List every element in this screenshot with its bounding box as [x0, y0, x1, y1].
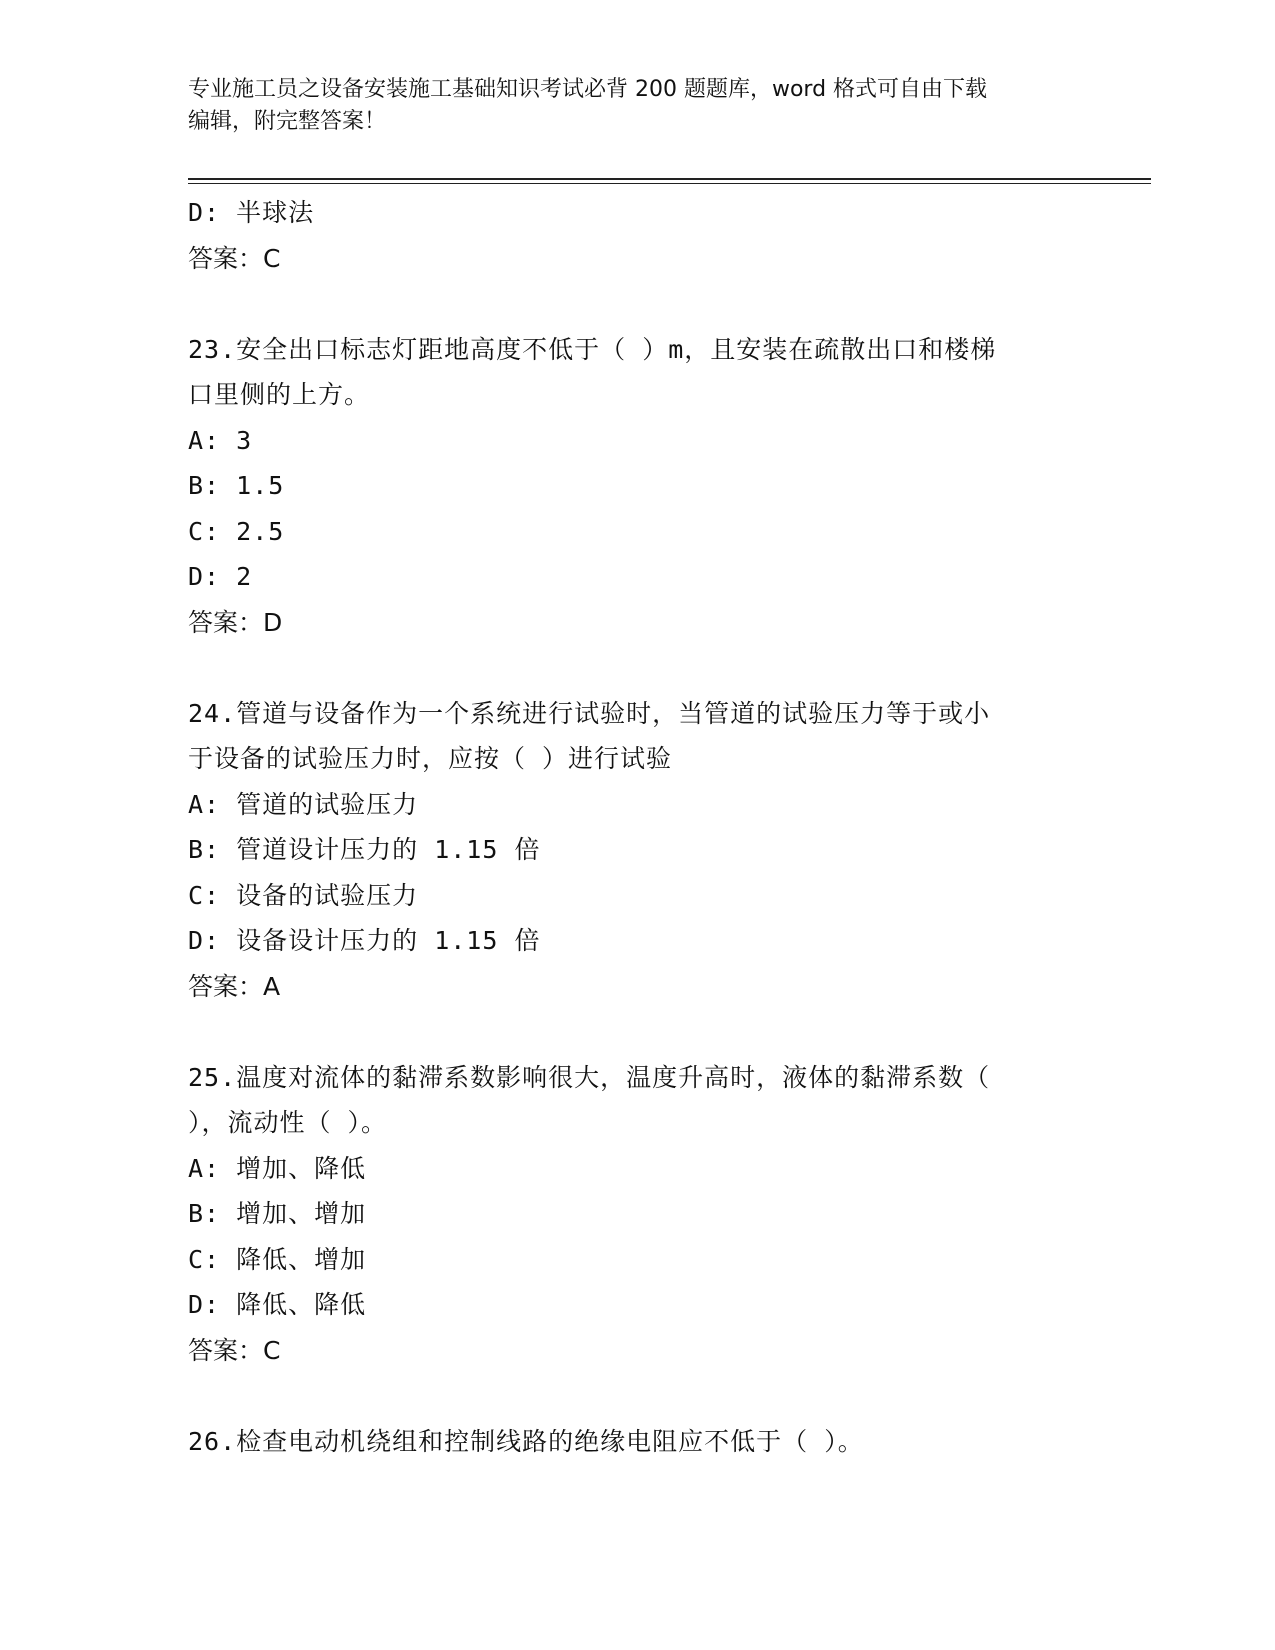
- answer-line: 答案：C: [188, 243, 281, 273]
- question-text: 23.安全出口标志灯距地高度不低于（ ）m，且安装在疏散出口和楼梯: [188, 334, 997, 364]
- header-line-1: 专业施工员之设备安装施工基础知识考试必背 200 题题库，word 格式可自由下载: [188, 77, 988, 102]
- option-c: C: 2.5: [188, 516, 285, 546]
- option-c: C: 降低、增加: [188, 1244, 367, 1274]
- header-line-2: 编辑，附完整答案！: [188, 109, 387, 134]
- spacer: [188, 1009, 1088, 1055]
- header-rule-thick: [188, 178, 1151, 180]
- question-text-cont: ），流动性（ ）。: [188, 1108, 388, 1137]
- option-c: C: 设备的试验压力: [188, 880, 419, 910]
- question-text: 25.温度对流体的黏滞系数影响很大，温度升高时，液体的黏滞系数（: [188, 1062, 991, 1092]
- option-a: A: 3: [188, 425, 253, 455]
- option-b: B: 管道设计压力的 1.15 倍: [188, 835, 541, 864]
- answer-line: 答案：A: [188, 971, 281, 1001]
- question-text-cont: 口里侧的上方。: [188, 380, 371, 409]
- option-d: D: 设备设计压力的 1.15 倍: [188, 926, 541, 955]
- question-26: [188, 1419, 1088, 1465]
- spacer: [188, 645, 1088, 691]
- question-25: [188, 1055, 1088, 1374]
- question-text-cont: 于设备的试验压力时，应按（ ）进行试验: [188, 744, 673, 773]
- option-d: D: 半球法: [188, 198, 315, 227]
- option-a: A: 增加、降低: [188, 1153, 367, 1183]
- spacer: [188, 281, 1088, 327]
- document-header: [188, 74, 1068, 138]
- question-text: 26.检查电动机绕组和控制线路的绝缘电阻应不低于（ ）。: [188, 1426, 864, 1456]
- question-text: 24.管道与设备作为一个系统进行试验时，当管道的试验压力等于或小: [188, 698, 991, 728]
- document-body: [188, 190, 1088, 1464]
- answer-line: 答案：C: [188, 1335, 281, 1365]
- answer-line: 答案：D: [188, 607, 283, 637]
- option-b: B: 1.5: [188, 471, 285, 500]
- question-23: [188, 327, 1088, 646]
- option-d: D: 降低、降低: [188, 1290, 367, 1319]
- header-rule-thin: [188, 183, 1151, 184]
- option-a: A: 管道的试验压力: [188, 789, 419, 819]
- question-24: [188, 691, 1088, 1010]
- option-b: B: 增加、增加: [188, 1199, 367, 1228]
- spacer: [188, 1373, 1088, 1419]
- option-d: D: 2: [188, 562, 253, 591]
